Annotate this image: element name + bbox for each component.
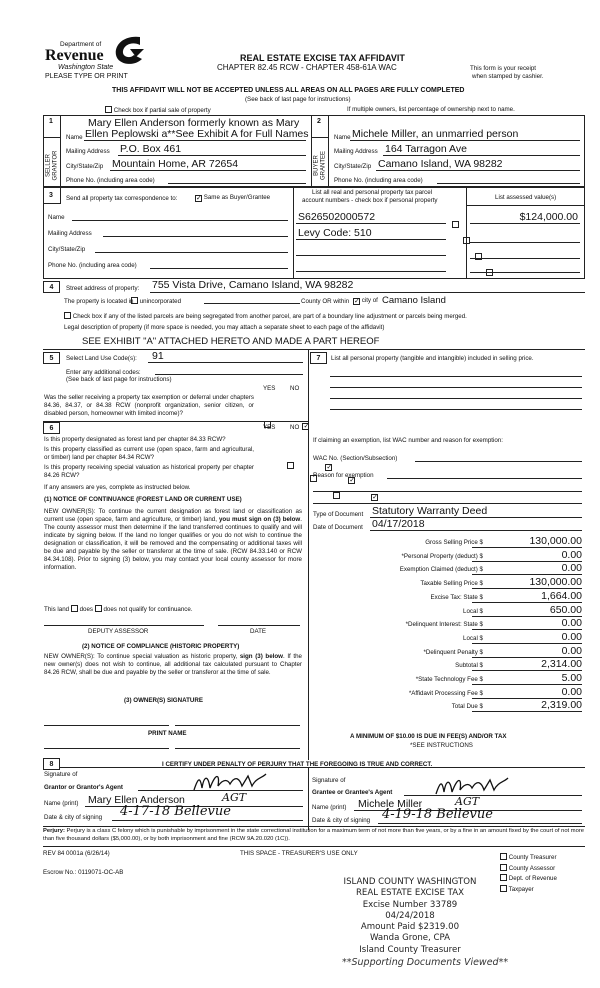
historic-question: Is this property receiving special valuation as historical property per chapter 84.26 RCW? — [44, 464, 254, 479]
unincorporated-checkbox[interactable] — [131, 297, 138, 304]
copy-distribution: County Treasurer County Assessor Dept. of Revenue Taxpayer — [500, 853, 557, 895]
logo-name: Revenue — [45, 47, 104, 64]
corr-city[interactable] — [95, 252, 288, 253]
owner-signature-heading: (3) OWNER(S) SIGNATURE — [124, 697, 203, 704]
treasurer-use-only: THIS SPACE - TREASURER'S USE ONLY — [240, 850, 358, 857]
amount-value[interactable]: 1,664.00 — [472, 591, 582, 603]
land-use-code[interactable]: 91 — [152, 350, 164, 362]
amount-label: Excise Tax: State $ — [430, 593, 483, 601]
document-type[interactable]: Statutory Warranty Deed — [372, 505, 488, 517]
seller-name-line2[interactable]: Ellen Peplowski a**See Exhibit A for Full Names — [85, 128, 309, 140]
warning: THIS AFFIDAVIT WILL NOT BE ACCEPTED UNLESS ALL AREAS ON ALL PAGES ARE FULLY COMPLETED — [112, 87, 465, 94]
current-use-question: Is this property classified as current use (open space, farm and agricultural, or timber) land per chapter 84.34 RCW? — [44, 446, 254, 461]
partial-sale[interactable]: Check box if partial sale of property — [105, 106, 211, 114]
amount-label: *Affidavit Processing Fee $ — [408, 689, 483, 697]
certify-statement: I CERTIFY UNDER PENALTY OF PERJURY THAT THE FOREGOING IS TRUE AND CORRECT. — [162, 761, 433, 768]
amount-value[interactable]: 2,319.00 — [472, 700, 582, 712]
supporting-docs-viewed: **Supporting Documents Viewed** — [342, 957, 509, 968]
corr-name[interactable] — [72, 220, 288, 221]
amount-value[interactable]: 0.00 — [472, 687, 582, 699]
seller-grantor-label: SELLER GRANTOR — [45, 150, 58, 181]
grantor-name[interactable]: Mary Ellen Anderson — [88, 794, 185, 806]
forest-no-checkbox[interactable]: ✓ — [326, 464, 333, 471]
exemption-reason[interactable] — [387, 478, 582, 479]
buyer-grantee-label: BUYER GRANTEE — [313, 151, 326, 181]
section-7-number: 7 — [310, 352, 327, 364]
amount-label: *Delinquent Penalty $ — [423, 648, 483, 656]
owner-print-line[interactable] — [44, 748, 169, 749]
exemption-question: Was the seller receiving a property tax exemption or deferral under chapters 84.36, 84.37, or 84.38 RCW (nonprofit organization, senior citizen, or disabled person, homeowner with limited income)? — [44, 394, 254, 417]
deputy-assessor-line[interactable] — [44, 625, 204, 626]
section-5-number: 5 — [43, 352, 60, 364]
section-4-number: 4 — [43, 281, 60, 293]
additional-codes[interactable] — [155, 374, 303, 375]
copy-checkbox[interactable] — [500, 864, 507, 871]
corr-mail[interactable] — [103, 236, 288, 237]
amount-label: Subtotal $ — [455, 662, 483, 670]
personal-property-checkbox[interactable] — [452, 221, 459, 228]
grantee-agt: AGT — [455, 795, 480, 808]
assessed-value[interactable]: $124,000.00 — [519, 211, 578, 223]
amount-label: *State Technology Fee $ — [415, 676, 483, 683]
amount-label: Local $ — [463, 607, 483, 615]
current-use-no-checkbox[interactable]: ✓ — [349, 477, 356, 484]
continuance-qualify: This land does does not qualify for continuance. — [44, 606, 193, 613]
segregated-option[interactable]: Check box if any of the listed parcels are being segregated from another parcel, are part of a boundary line adjustment or parcels being merged. — [64, 312, 467, 320]
parcel-number[interactable]: S626502000572 — [298, 211, 376, 223]
form-title: REAL ESTATE EXCISE TAX AFFIDAVIT — [240, 53, 405, 63]
form-revision: REV 84 0001a (6/26/14) — [43, 850, 110, 857]
document-date[interactable]: 04/17/2018 — [372, 518, 425, 530]
corr-phone[interactable] — [150, 268, 288, 269]
city-checkbox[interactable]: ✓ — [354, 298, 360, 305]
owner-print-line[interactable] — [175, 748, 300, 749]
city-option[interactable]: ✓ city of — [354, 297, 378, 305]
assessor-date-line[interactable] — [218, 625, 300, 626]
compliance-paragraph: NEW OWNER(S): To continue special valuation as historic property, sign (3) below. If the new owner(s) does not wish to continue, all additional tax calculated pursuant to Chapter 84.26 RCW, shall be due and payable by the seller or transferor at the time of sale. — [44, 653, 302, 676]
personal-property-line[interactable] — [330, 376, 582, 377]
logo-dept: Department of — [60, 41, 102, 48]
same-as-buyer-checkbox[interactable]: ✓ — [196, 195, 202, 202]
notice-continuance-heading: (1) NOTICE OF CONTINUANCE (FOREST LAND OR CURRENT USE) — [44, 496, 242, 503]
grantee-date-city[interactable]: 4-19-18 Bellevue — [382, 807, 493, 822]
amount-label: *Delinquent Interest: State $ — [405, 621, 483, 629]
same-as-buyer[interactable]: ✓ Same as Buyer/Grantee — [196, 194, 271, 202]
forest-yes-checkbox[interactable] — [287, 462, 294, 469]
form-chapter: CHAPTER 82.45 RCW - CHAPTER 458-61A WAC — [217, 63, 397, 72]
does-checkbox[interactable] — [71, 605, 78, 612]
grantor-date-city[interactable]: 4-17-18 Bellevue — [120, 804, 231, 819]
property-city[interactable]: Camano Island — [382, 295, 446, 306]
receipt-note-1: This form is your receipt — [470, 65, 537, 72]
buyer-city[interactable]: Camano Island, WA 98282 — [378, 158, 503, 170]
historic-no-checkbox[interactable]: ✓ — [372, 494, 379, 501]
personal-property-line[interactable] — [330, 398, 582, 399]
forest-question: Is this property designated as forest land per chapter 84.33 RCW? — [44, 436, 226, 443]
grantor-agt: AGT — [222, 791, 247, 804]
personal-property-line[interactable] — [330, 409, 582, 410]
buyer-name[interactable]: Michele Miller, an unmarried person — [352, 128, 519, 140]
grantee-name[interactable]: Michele Miller — [358, 798, 423, 810]
buyer-mail[interactable]: 164 Tarragon Ave — [385, 143, 467, 155]
amount-value[interactable]: 2,314.00 — [472, 659, 582, 671]
amount-value[interactable]: 5.00 — [472, 673, 582, 685]
amount-value[interactable]: 130,000.00 — [472, 577, 582, 589]
partial-sale-checkbox[interactable] — [105, 106, 112, 113]
copy-checkbox[interactable] — [500, 874, 507, 881]
amount-label: Exemption Claimed (deduct) $ — [399, 566, 483, 574]
amount-value[interactable]: 130,000.00 — [472, 536, 582, 548]
section-3-number: 3 — [49, 192, 53, 199]
owner-signature-line[interactable] — [44, 725, 169, 726]
seller-phone[interactable] — [168, 183, 306, 184]
exemption-no-checkbox[interactable]: ✓ — [303, 423, 310, 430]
section-8-number: 8 — [43, 758, 60, 770]
seller-city[interactable]: Mountain Home, AR 72654 — [112, 158, 239, 170]
multiple-owners-note: If multiple owners, list percentage of ownership next to name. — [347, 106, 515, 113]
please-type: PLEASE TYPE OR PRINT — [45, 73, 128, 80]
see-back: (See back of last page for instructions) — [245, 96, 351, 103]
logo-state: Washington State — [58, 64, 114, 71]
unincorporated-option[interactable]: unincorporated — [131, 297, 181, 305]
seller-mail[interactable]: P.O. Box 461 — [120, 143, 182, 155]
parcel-number[interactable]: Levy Code: 510 — [298, 227, 372, 239]
continuance-paragraph: NEW OWNER(S): To continue the current designation as forest land or classification as current use (open space, farm and agriculture, or timber) land, you must sign on (3) below. The county assessor must then determine if the land transferred continues to qualify and will indicate by signing below. If the land no longer qualifies or you do not wish to continue the designation or classification, it will be removed and the compensating or additional taxes will be due and payable by the seller or transferor at the time of sale. (RCW 84.33.140 or RCW 84.34.108). Prior to signing (3) below, you may contact your local county assessor for more information. — [44, 508, 302, 571]
does-not-checkbox[interactable] — [95, 605, 102, 612]
amount-label: Local $ — [463, 634, 483, 642]
amount-label: Total Due $ — [451, 703, 483, 711]
amount-value[interactable]: 0.00 — [472, 646, 582, 658]
seller-name-line1[interactable]: Mary Ellen Anderson formerly known as Mary — [88, 117, 300, 129]
amount-value[interactable]: 0.00 — [472, 563, 582, 575]
legal-description[interactable]: SEE EXHIBIT "A" ATTACHED HERETO AND MADE A PART HEREOF — [82, 336, 380, 347]
amount-label: *Personal Property (deduct) $ — [401, 552, 483, 560]
personal-property-line[interactable] — [330, 387, 582, 388]
copy-checkbox[interactable] — [500, 885, 507, 892]
historic-yes-checkbox[interactable] — [333, 492, 340, 499]
logo-mark-icon — [110, 33, 146, 67]
perjury-notice: Perjury: Perjury is a class C felony which is punishable by imprisonment in the state correctional institution for a maximum term of not more than five years, or by a fine in an amount fixed by the court of not more than five thousand dollars ($5,000.00), or by both imprisonment and fine (RCW 9A.20.020 (1C)). — [43, 828, 584, 842]
amount-value[interactable]: 0.00 — [472, 618, 582, 630]
segregated-checkbox[interactable] — [64, 312, 71, 319]
buyer-phone[interactable] — [437, 183, 580, 184]
section-2-number: 2 — [317, 118, 321, 125]
section-1-number: 1 — [49, 118, 53, 125]
copy-checkbox[interactable] — [500, 853, 507, 860]
escrow-number: Escrow No.: 0119071-OC-AB — [43, 869, 124, 876]
owner-signature-line[interactable] — [175, 725, 300, 726]
treasurer-stamp: ISLAND COUNTY WASHINGTON REAL ESTATE EXCISE TAX Excise Number 33789 04/24/2018 Amount Paid $2319.00 Wanda Grone, CPA Island County Treasurer — [343, 877, 477, 955]
property-street[interactable]: 755 Vista Drive, Camano Island, WA 98282 — [152, 279, 354, 291]
wac-number[interactable] — [415, 461, 582, 462]
amount-label: Gross Selling Price $ — [425, 539, 483, 546]
notice-compliance-heading: (2) NOTICE OF COMPLIANCE (HISTORIC PROPERTY) — [82, 643, 240, 650]
section-6-number: 6 — [43, 422, 60, 434]
receipt-note-2: when stamped by cashier. — [472, 73, 544, 80]
amount-value[interactable]: 650.00 — [472, 605, 582, 617]
amount-label: Taxable Selling Price $ — [420, 580, 483, 588]
amount-value[interactable]: 0.00 — [472, 632, 582, 644]
amount-value[interactable]: 0.00 — [472, 550, 582, 562]
minimum-note: A MINIMUM OF $10.00 IS DUE IN FEE(S) AND/OR TAX — [350, 733, 507, 740]
